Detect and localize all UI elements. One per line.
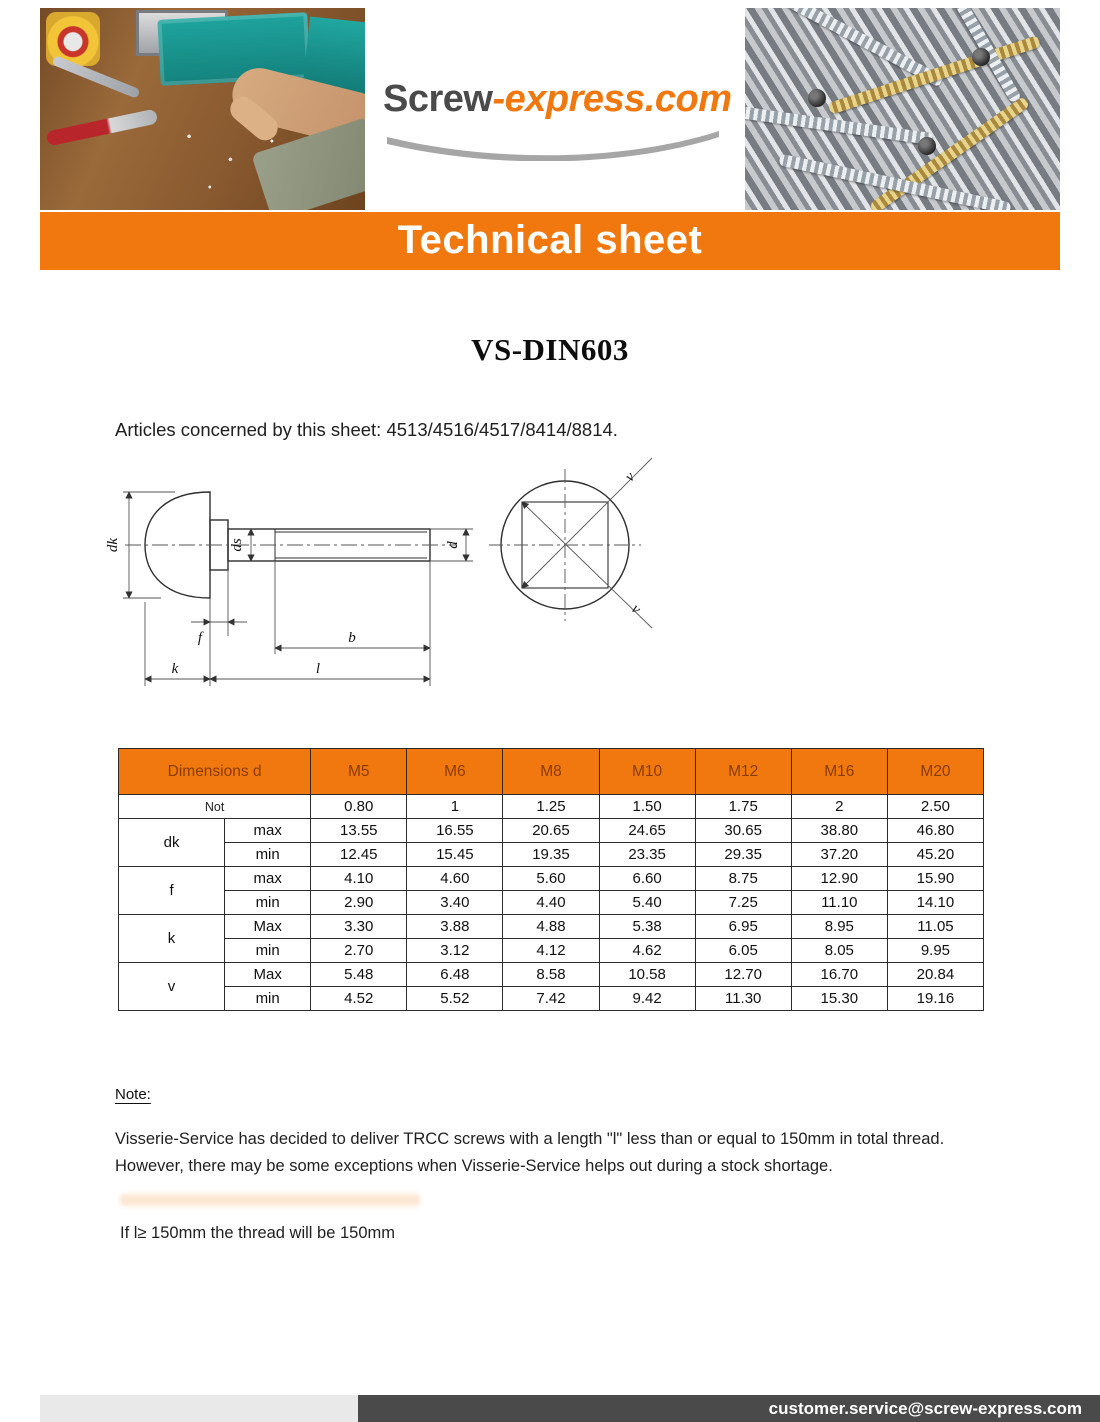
table-cell: 8.05	[791, 939, 887, 963]
table-cell: v	[119, 963, 225, 1011]
table-header-cell: M12	[695, 749, 791, 795]
table-cell: 19.35	[503, 843, 599, 867]
table-cell: 16.70	[791, 963, 887, 987]
photo-screws-pile	[745, 8, 1060, 210]
table-row	[119, 987, 984, 1011]
table-cell: Max	[225, 963, 311, 987]
table-cell: 24.65	[599, 819, 695, 843]
table-cell: Max	[225, 915, 311, 939]
table-cell: 11.10	[791, 891, 887, 915]
table-cell: 12.90	[791, 867, 887, 891]
table-row	[119, 939, 984, 963]
footer-bar-light	[40, 1395, 358, 1422]
table-row	[119, 843, 984, 867]
articles-line: Articles concerned by this sheet: 4513/4516/4517/8414/8814.	[115, 419, 618, 440]
table-cell: 3.12	[407, 939, 503, 963]
table-cell: 5.48	[311, 963, 407, 987]
table-cell: 4.60	[407, 867, 503, 891]
logo-word-express: -express.com	[492, 78, 732, 120]
screw-head-shape	[918, 137, 936, 155]
table-cell: 1.75	[695, 795, 791, 819]
table-cell: 14.10	[887, 891, 983, 915]
logo-word-screw: Screw	[383, 78, 493, 120]
dim-label-ds: ds	[229, 538, 245, 552]
table-cell: min	[225, 987, 311, 1011]
table-cell: max	[225, 819, 311, 843]
table-cell: f	[119, 867, 225, 915]
table-header-cell: M10	[599, 749, 695, 795]
table-cell: 2.50	[887, 795, 983, 819]
table-header-cell: M6	[407, 749, 503, 795]
table-cell: 12.70	[695, 963, 791, 987]
table-cell: 5.52	[407, 987, 503, 1011]
table-cell: 38.80	[791, 819, 887, 843]
table-cell: 3.30	[311, 915, 407, 939]
table-cell: 9.95	[887, 939, 983, 963]
table-cell: 3.88	[407, 915, 503, 939]
table-row	[119, 867, 984, 891]
top-view-centerlines	[489, 458, 652, 628]
screw-head-shape	[808, 89, 826, 107]
table-cell: 8.95	[791, 915, 887, 939]
table-cell: 8.75	[695, 867, 791, 891]
logo	[383, 78, 735, 161]
document-title: VS-DIN603	[471, 332, 629, 367]
screw-shape	[778, 153, 1012, 210]
table-cell: 11.05	[887, 915, 983, 939]
note-body: Visserie-Service has decided to deliver TRCC screws with a length "l" less than or equal to 150mm in total thread. However, there may be some exceptions when Visserie-Service helps out during a stock shortage.	[115, 1130, 945, 1176]
table-cell: 15.45	[407, 843, 503, 867]
table-cell: 10.58	[599, 963, 695, 987]
table-cell: 20.84	[887, 963, 983, 987]
table-cell: 1	[407, 795, 503, 819]
table-cell: 4.52	[311, 987, 407, 1011]
table-cell: 5.40	[599, 891, 695, 915]
table-header-cell: M5	[311, 749, 407, 795]
table-cell: 7.25	[695, 891, 791, 915]
table-cell: 37.20	[791, 843, 887, 867]
table-cell: 2.70	[311, 939, 407, 963]
table-cell: 5.60	[503, 867, 599, 891]
dim-label-b: b	[348, 630, 356, 646]
dimensions-table	[118, 748, 984, 1011]
table-cell: 6.48	[407, 963, 503, 987]
table-cell: 6.95	[695, 915, 791, 939]
table-cell: min	[225, 891, 311, 915]
table-cell: 5.38	[599, 915, 695, 939]
table-cell: 4.88	[503, 915, 599, 939]
table-cell: Not	[119, 795, 311, 819]
banner-title: Technical sheet	[40, 212, 1060, 270]
table-row	[119, 795, 984, 819]
table-cell: k	[119, 915, 225, 963]
table-row	[119, 891, 984, 915]
table-cell: 8.58	[503, 963, 599, 987]
table-cell: 12.45	[311, 843, 407, 867]
table-cell: min	[225, 939, 311, 963]
table-cell: dk	[119, 819, 225, 867]
logo-swoosh	[383, 127, 723, 161]
dim-label-f: f	[197, 630, 203, 646]
table-cell: 2	[791, 795, 887, 819]
table-cell: min	[225, 843, 311, 867]
table-cell: 11.30	[695, 987, 791, 1011]
table-cell: 20.65	[503, 819, 599, 843]
table-cell: 13.55	[311, 819, 407, 843]
table-cell: 9.42	[599, 987, 695, 1011]
table-header-cell: M20	[887, 749, 983, 795]
table-cell: 19.16	[887, 987, 983, 1011]
table-cell: 4.62	[599, 939, 695, 963]
table-cell: 30.65	[695, 819, 791, 843]
table-cell: 1.50	[599, 795, 695, 819]
dimension-lines	[123, 492, 473, 686]
table-cell: 0.80	[311, 795, 407, 819]
table-cell: 45.20	[887, 843, 983, 867]
table-cell: 4.40	[503, 891, 599, 915]
table-header-row	[119, 749, 984, 795]
table-cell: 29.35	[695, 843, 791, 867]
note-condition: If l≥ 150mm the thread will be 150mm	[120, 1224, 396, 1242]
table-cell: 2.90	[311, 891, 407, 915]
faded-text-artifact	[120, 1194, 420, 1206]
table-row	[119, 915, 984, 939]
table-row	[119, 819, 984, 843]
table-cell: 23.35	[599, 843, 695, 867]
table-header-cell: M16	[791, 749, 887, 795]
photo-workbench	[40, 8, 365, 210]
red-tool-shape	[46, 109, 159, 147]
logo-text	[383, 78, 735, 121]
note-heading: Note:	[115, 1086, 151, 1103]
table-cell: 1.25	[503, 795, 599, 819]
table-cell: 6.05	[695, 939, 791, 963]
table-cell: 3.40	[407, 891, 503, 915]
table-cell: 16.55	[407, 819, 503, 843]
footer-bar	[358, 1395, 1100, 1422]
dim-label-v-top: v	[622, 469, 639, 486]
table-cell: 7.42	[503, 987, 599, 1011]
table-row	[119, 963, 984, 987]
table-cell: 4.12	[503, 939, 599, 963]
dim-label-dk: dk	[105, 537, 121, 553]
table-cell: 46.80	[887, 819, 983, 843]
technical-drawing	[105, 450, 675, 705]
table-cell: 4.10	[311, 867, 407, 891]
table-cell: 15.90	[887, 867, 983, 891]
footer-email: customer.service@screw-express.com	[768, 1399, 1082, 1418]
dim-label-k: k	[171, 661, 179, 677]
table-header-cell: M8	[503, 749, 599, 795]
table-cell: 15.30	[791, 987, 887, 1011]
dim-label-l: l	[315, 661, 321, 677]
dim-label-v-bottom: v	[627, 601, 644, 618]
table-cell: 6.60	[599, 867, 695, 891]
table-cell: max	[225, 867, 311, 891]
dim-label-d: d	[445, 541, 461, 549]
table-header-cell: Dimensions d	[119, 749, 311, 795]
